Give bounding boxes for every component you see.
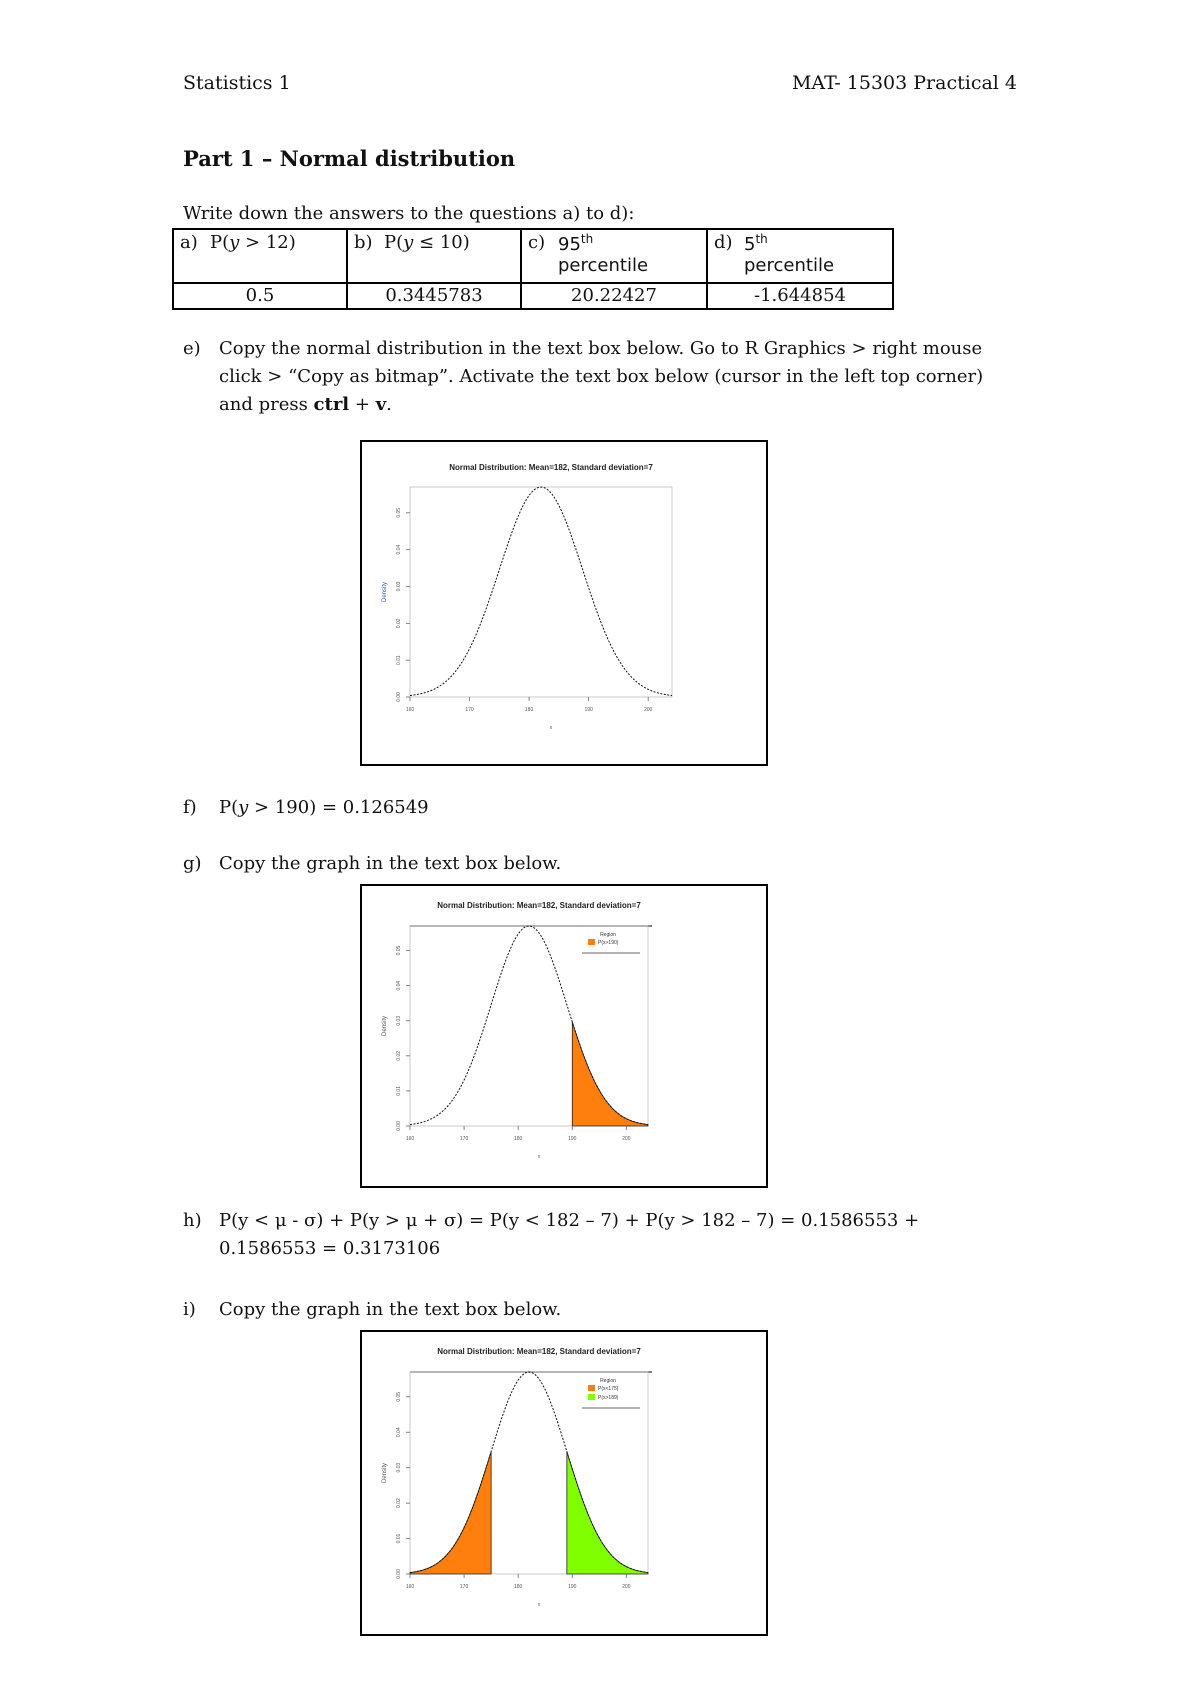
y-tick-label: 0.04 [396,1427,402,1438]
x-tick-label: 160 [405,1136,415,1142]
x-tick-label: 190 [584,707,593,713]
graph-box-e[interactable] [360,440,768,766]
part-title: Part 1 – Normal distribution [183,146,516,171]
page-header-left: Statistics 1 [183,72,291,94]
x-tick-label: 190 [568,1136,577,1142]
legend-label: P(x>190) [598,940,619,946]
item-f: f) P(y > 190) = 0.126549 [183,797,429,818]
y-tick-label: 0.01 [396,1086,402,1096]
normal-distribution-two-tail-chart [362,1332,766,1634]
x-tick-label: 180 [514,1584,523,1590]
plot-frame [410,487,672,697]
y-axis-label: Density [382,1015,388,1037]
answer-row [173,283,893,309]
x-axis-label: x [537,1602,541,1608]
y-tick-label: 0.02 [396,1498,402,1508]
question-cell-d: d) 5th percentile [707,229,893,283]
y-tick-label: 0.03 [396,1015,402,1026]
legend-title: Region [600,932,616,938]
x-tick-label: 190 [568,1584,577,1590]
normal-distribution-upper-tail-chart [362,886,766,1186]
y-tick-label: 0.00 [396,1569,402,1579]
x-tick-label: 170 [465,707,474,713]
x-tick-label: 200 [644,707,653,713]
density-curve [410,487,672,695]
chart-legend [582,1378,640,1408]
y-tick-label: 0.02 [396,1050,402,1061]
question-cell-c: c) 95th percentile [521,229,707,283]
question-cell-b: b) P(y ≤ 10) [347,229,521,283]
item-i: i) Copy the graph in the text box below. [183,1299,562,1320]
density-curve [410,1372,648,1573]
shaded-region-0 [572,1022,648,1126]
y-tick-label: 0.01 [396,655,402,666]
x-tick-label: 180 [524,707,534,713]
x-axis-label: x [537,1154,541,1160]
x-tick-label: 170 [459,1584,469,1590]
plot-frame [410,1372,648,1574]
shaded-region-1 [567,1451,648,1574]
item-g: g) Copy the graph in the text box below. [183,853,562,874]
chart-title: Normal Distribution: Mean=182, Standard deviation=7 [437,901,641,910]
answer-cell-b: 0.3445783 [347,283,521,309]
y-tick-label: 0.00 [396,1121,402,1131]
y-tick-label: 0.04 [396,544,402,555]
chart-title: Normal Distribution: Mean=182, Standard deviation=7 [449,463,653,472]
item-e: e) Copy the normal distribution in the text box below. Go to R Graphics > right mouse click > “Copy as bitmap”. Activate the text box below (cursor in the left top corner) and press ctrl + v. [183,338,984,415]
legend-title: Region [600,1378,616,1384]
y-axis-label: Density [382,581,388,603]
shaded-region-0 [410,1451,491,1574]
x-tick-label: 180 [514,1136,523,1142]
x-tick-label: 170 [459,1136,469,1142]
item-h: h) P(y < μ - σ) + P(y > μ + σ) = P(y < 182 – 7) + P(y > 182 – 7) = 0.1586553 + 0.1586553 = 0.3173106 [183,1210,920,1259]
page-header-right: MAT- 15303 Practical 4 [791,72,1017,94]
legend-label: P(x<175) [598,1386,619,1392]
y-tick-label: 0.01 [396,1533,402,1544]
chart-title: Normal Distribution: Mean=182, Standard deviation=7 [437,1347,641,1356]
x-tick-label: 160 [405,707,415,713]
answer-cell-d: -1.644854 [707,283,893,309]
graph-box-i[interactable] [360,1330,768,1636]
y-axis-label: Density [382,1462,388,1484]
y-tick-label: 0.03 [396,581,402,592]
graph-box-g[interactable] [360,884,768,1188]
intro-text: Write down the answers to the questions a) to d): [183,203,635,224]
chart-legend [582,932,640,953]
legend-swatch [588,939,595,945]
answers-table [172,228,894,310]
legend-swatch [588,1385,595,1391]
y-tick-label: 0.05 [396,945,402,956]
question-cell-a: a) P(y > 12) [173,229,347,283]
plot-frame [410,926,648,1126]
legend-label: P(x>189) [598,1395,619,1401]
answer-cell-c: 20.22427 [521,283,707,309]
y-tick-label: 0.03 [396,1462,402,1473]
y-tick-label: 0.02 [396,618,402,629]
x-tick-label: 200 [622,1136,631,1142]
x-tick-label: 200 [622,1584,631,1590]
y-tick-label: 0.04 [396,980,402,991]
normal-distribution-chart [362,442,766,764]
x-tick-label: 160 [405,1584,415,1590]
answer-cell-a: 0.5 [173,283,347,309]
density-curve [410,926,648,1125]
question-row [173,229,893,283]
y-tick-label: 0.05 [396,1391,402,1402]
y-tick-label: 0.05 [396,507,402,518]
legend-swatch [588,1394,595,1400]
x-axis-label: x [549,725,553,731]
y-tick-label: 0.00 [396,692,402,702]
